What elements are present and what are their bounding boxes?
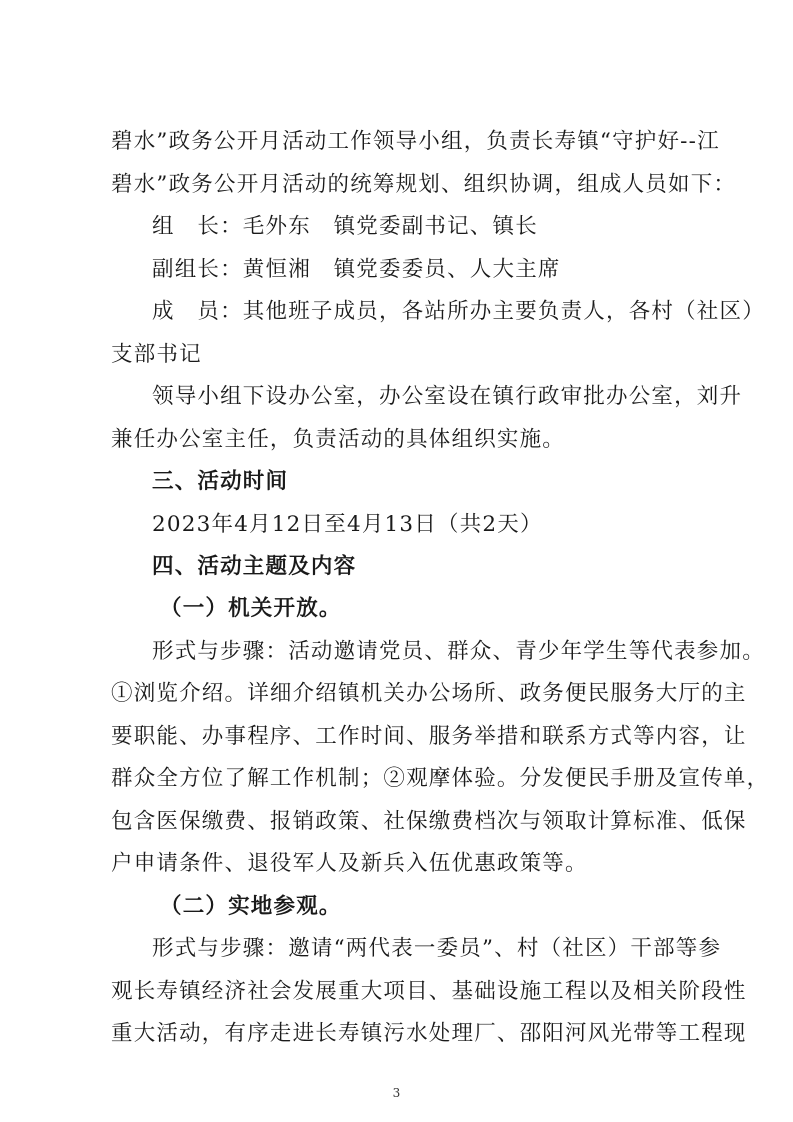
body-line: 户申请条件、退役军人及新兵入伍优惠政策等。 bbox=[111, 851, 588, 876]
body-line: 观长寿镇经济社会发展重大项目、基础设施工程以及相关阶段性 bbox=[111, 979, 747, 1004]
body-line: 领导小组下设办公室，办公室设在镇行政审批办公室，刘升 bbox=[152, 384, 743, 409]
member-line-leader: 组 长：毛外东 镇党委副书记、镇长 bbox=[152, 214, 538, 239]
body-line: 群众全方位了解工作机制；②观摩体验。分发便民手册及宣传单， bbox=[111, 766, 770, 791]
body-line: 包含医保缴费、报销政策、社保缴费档次与领取计算标准、低保 bbox=[111, 809, 747, 834]
body-line: 形式与步骤：邀请“两代表一委员”、村（社区）干部等参 bbox=[152, 936, 722, 961]
member-line-members: 成 员：其他班子成员，各站所办主要负责人，各村（社区） bbox=[152, 299, 765, 324]
subsection-heading: （二）实地参观。 bbox=[160, 894, 342, 919]
page-number: 3 bbox=[392, 1086, 401, 1100]
member-line-deputy: 副组长：黄恒湘 镇党委委员、人大主席 bbox=[152, 257, 561, 282]
body-line: 碧水”政务公开月活动的统筹规划、组织协调，组成人员如下： bbox=[111, 172, 737, 197]
body-line: ①浏览介绍。详细介绍镇机关办公场所、政务便民服务大厅的主 bbox=[111, 681, 747, 706]
body-line: 兼任办公室主任，负责活动的具体组织实施。 bbox=[111, 427, 566, 452]
section-heading: 三、活动时间 bbox=[152, 469, 289, 494]
section-heading: 四、活动主题及内容 bbox=[152, 554, 357, 579]
body-line: 重大活动，有序走进长寿镇污水处理厂、邵阳河风光带等工程现 bbox=[111, 1021, 747, 1046]
body-line: 支部书记 bbox=[111, 342, 202, 367]
body-line: 碧水”政务公开月活动工作领导小组，负责长寿镇“守护好--江 bbox=[111, 129, 720, 154]
body-line: 形式与步骤：活动邀请党员、群众、青少年学生等代表参加。 bbox=[152, 639, 765, 664]
subsection-heading: （一）机关开放。 bbox=[160, 596, 342, 621]
body-line: 2023年4月12日至4月13日（共2天） bbox=[152, 512, 543, 537]
body-line: 要职能、办事程序、工作时间、服务举措和联系方式等内容，让 bbox=[111, 724, 747, 749]
